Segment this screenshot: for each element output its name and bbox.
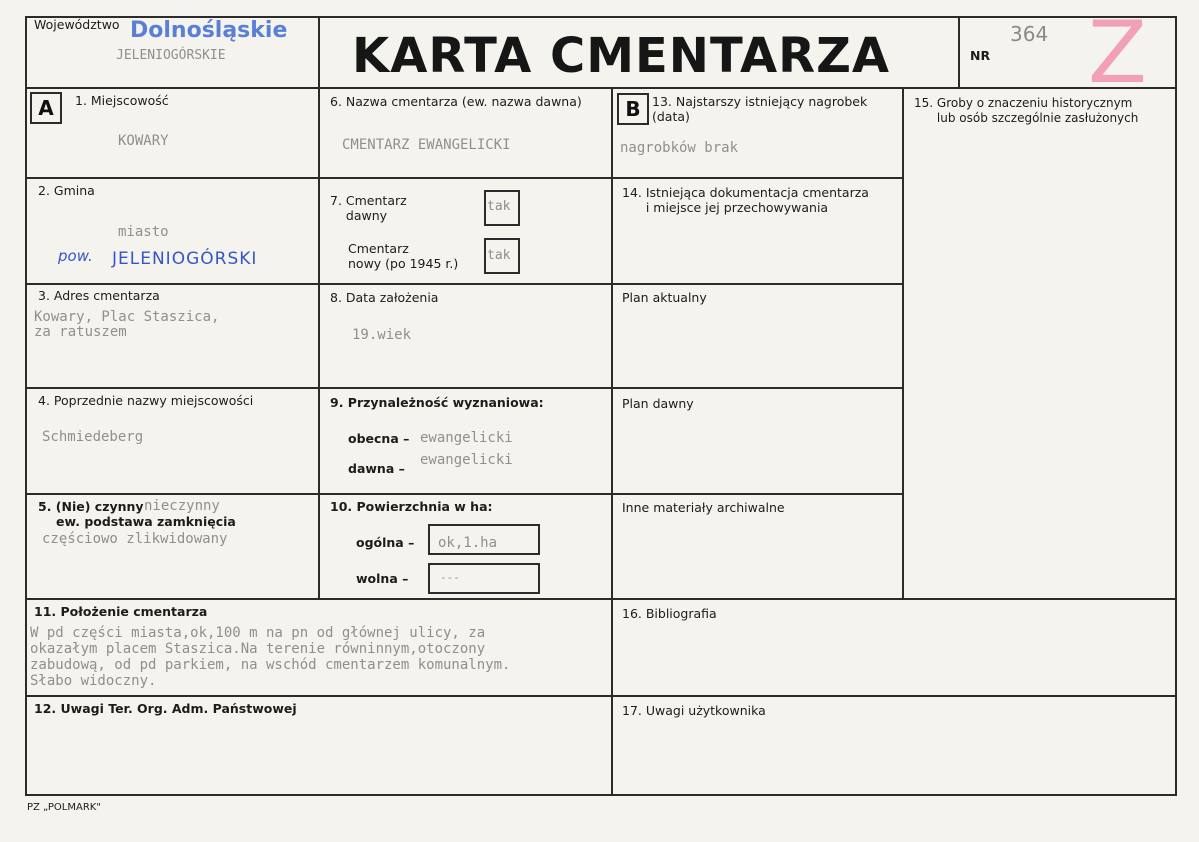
field13-value: nagrobków brak bbox=[620, 140, 739, 156]
frame-left bbox=[25, 16, 27, 796]
printer-footer: PZ „POLMARK" bbox=[27, 802, 101, 813]
divider-row3 bbox=[25, 387, 903, 389]
field16-label: 16. Bibliografia bbox=[622, 606, 717, 621]
divider-title-nr bbox=[958, 16, 960, 88]
divider-row2 bbox=[25, 283, 903, 285]
field5-sublabel: ew. podstawa zamknięcia bbox=[56, 514, 236, 529]
wojewodztwo-stamp: Dolnośląskie bbox=[130, 18, 288, 43]
page-title: KARTA CMENTARZA bbox=[352, 28, 891, 84]
field3-label: 3. Adres cmentarza bbox=[38, 288, 160, 303]
field14-label: 14. Istniejąca dokumentacja cmentarza i miejsce jej przechowywania bbox=[622, 185, 869, 215]
frame-right bbox=[1175, 16, 1177, 796]
plan-now-label: Plan aktualny bbox=[622, 290, 707, 305]
divider-header bbox=[25, 87, 1177, 89]
field4-value: Schmiedeberg bbox=[42, 429, 144, 445]
field17-label: 17. Uwagi użytkownika bbox=[622, 703, 766, 718]
field8-label: 8. Data założenia bbox=[330, 290, 439, 305]
divider-col2 bbox=[611, 87, 613, 794]
wojewodztwo-typed: JELENIOGÓRSKIE bbox=[116, 48, 226, 63]
field10-label: 10. Powierzchnia w ha: bbox=[330, 499, 493, 514]
field2-hand-prefix: pow. bbox=[58, 247, 93, 265]
field3-value: Kowary, Plac Staszica, za ratuszem bbox=[34, 309, 220, 340]
field13-label: 13. Najstarszy istniejący nagrobek (data) bbox=[652, 94, 868, 124]
field10-free-value: --- bbox=[440, 571, 460, 584]
field1-label: 1. Miejscowość bbox=[75, 93, 169, 108]
divider-row6 bbox=[25, 695, 1177, 697]
wojewodztwo-label: Województwo bbox=[34, 17, 120, 32]
field7a-label: 7. Cmentarz dawny bbox=[330, 193, 407, 223]
field9-now-label: obecna – bbox=[348, 431, 410, 446]
nr-label: NR bbox=[970, 48, 991, 63]
field5-label: 5. (Nie) czynny bbox=[38, 499, 144, 514]
divider-row5 bbox=[25, 598, 1177, 600]
field2-label: 2. Gmina bbox=[38, 183, 95, 198]
field5-subvalue: częściowo zlikwidowany bbox=[42, 531, 228, 547]
other-materials-label: Inne materiały archiwalne bbox=[622, 500, 785, 515]
field11-value: W pd części miasta,ok,100 m na pn od głównej ulicy, za okazałym placem Staszica.Na terenie równinnym,otoczony zabudową, od pd parkiem, na wschód cmentarzem komunalnym. Słabo widoczny. bbox=[30, 625, 511, 689]
field12-label: 12. Uwagi Ter. Org. Adm. Państwowej bbox=[34, 701, 297, 716]
field1-value: KOWARY bbox=[118, 133, 169, 149]
plan-old-label: Plan dawny bbox=[622, 396, 694, 411]
field10-free-label: wolna – bbox=[356, 571, 409, 586]
field6-value: CMENTARZ EWANGELICKI bbox=[342, 137, 511, 153]
field7a-value: tak bbox=[487, 199, 511, 214]
nr-value: 364 bbox=[1010, 22, 1049, 46]
section-a-marker: A bbox=[30, 92, 62, 124]
field5-value: nieczynny bbox=[144, 498, 220, 514]
field9-label: 9. Przynależność wyznaniowa: bbox=[330, 395, 544, 410]
field6-label: 6. Nazwa cmentarza (ew. nazwa dawna) bbox=[330, 94, 582, 109]
field4-label: 4. Poprzednie nazwy miejscowości bbox=[38, 393, 254, 408]
field10-total-label: ogólna – bbox=[356, 535, 415, 550]
field7b-value: tak bbox=[487, 248, 511, 263]
field2-value: miasto bbox=[118, 224, 169, 240]
field11-label: 11. Położenie cmentarza bbox=[34, 604, 208, 619]
divider-col3 bbox=[902, 87, 904, 599]
field10-total-value: ok,1.ha bbox=[438, 535, 498, 551]
section-b-marker: B bbox=[617, 93, 649, 125]
field9-old-label: dawna – bbox=[348, 461, 405, 476]
field9-now-value: ewangelicki bbox=[420, 430, 513, 446]
divider-row4 bbox=[25, 493, 903, 495]
field9-old-value: ewangelicki bbox=[420, 452, 513, 468]
frame-bottom bbox=[25, 794, 1177, 796]
field2-hand-value: JELENIOGÓRSKI bbox=[112, 249, 258, 269]
divider-col1 bbox=[318, 16, 320, 599]
field7b-label: Cmentarz nowy (po 1945 r.) bbox=[348, 241, 459, 271]
corner-mark: Z bbox=[1088, 3, 1147, 103]
field8-value: 19.wiek bbox=[352, 327, 412, 343]
field15-label: 15. Groby o znaczeniu historycznym lub osób szczególnie zasłużonych bbox=[914, 96, 1139, 125]
divider-row1 bbox=[25, 177, 903, 179]
